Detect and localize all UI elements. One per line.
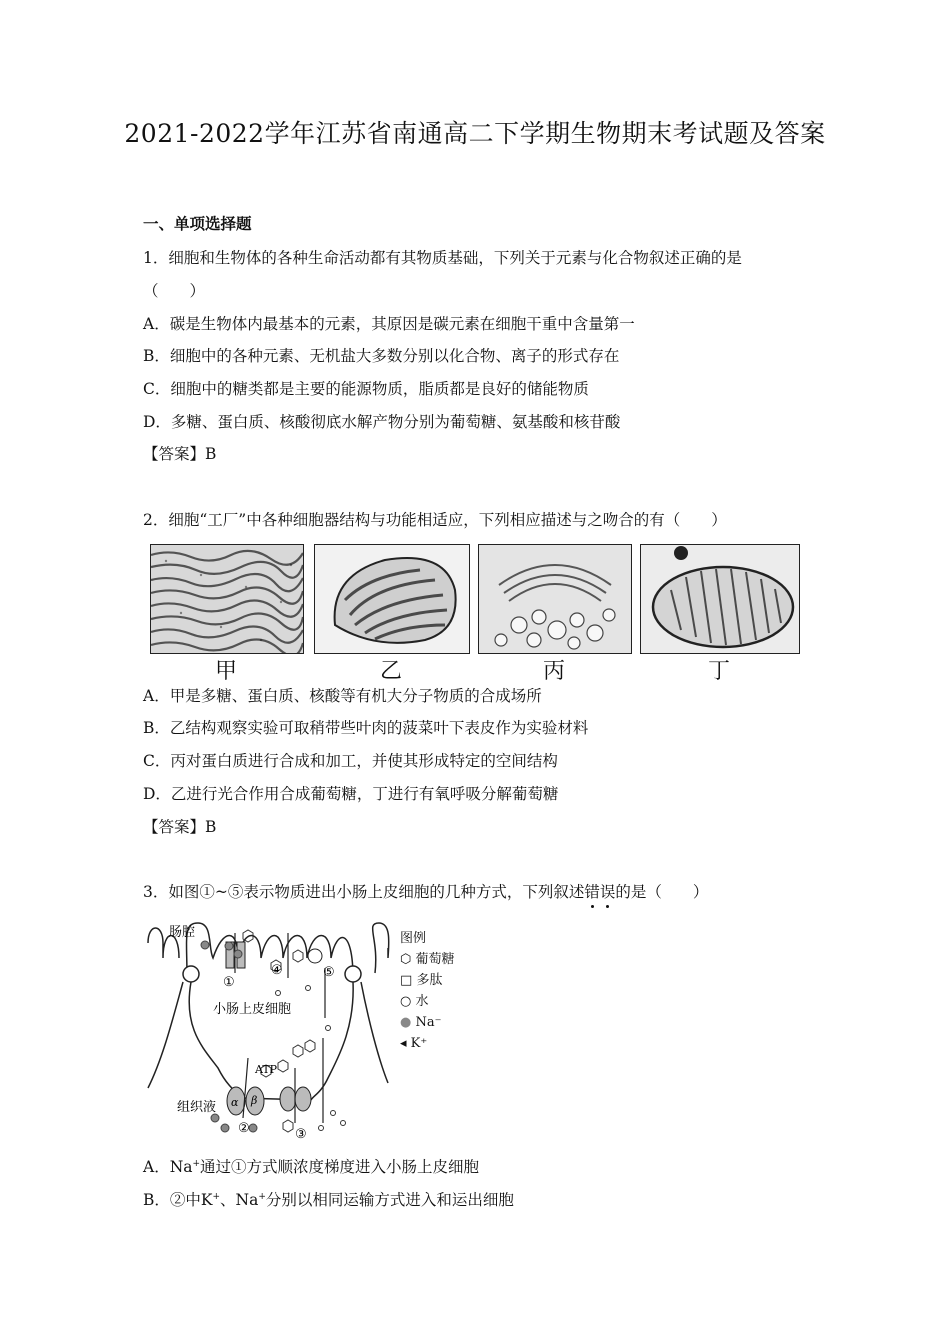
triangle-icon: ◂ <box>400 1036 407 1051</box>
diagram-mark-5: ⑤ <box>323 965 335 980</box>
diagram-mark-1: ① <box>223 975 235 990</box>
micrograph-golgi <box>478 544 632 654</box>
diagram-label-tissue-fluid: 组织液 <box>177 1100 217 1115</box>
q2-option-c: C．丙对蛋白质进行合成和加工，并使其形成特定的空间结构 <box>143 752 558 770</box>
q2-option-d: D．乙进行光合作用合成葡萄糖，丁进行有氧呼吸分解葡萄糖 <box>143 785 559 803</box>
q1-option-a: A．碳是生物体内最基本的元素，其原因是碳元素在细胞干重中含量第一 <box>143 315 635 333</box>
q1-option-c: C．细胞中的糖类都是主要的能源物质，脂质都是良好的储能物质 <box>143 380 589 398</box>
hexagon-icon: ⬡ <box>400 952 412 967</box>
diagram-legend <box>400 928 455 1054</box>
micrograph-er <box>150 544 304 654</box>
diagram-label-alpha: α <box>231 1096 239 1109</box>
q2-stem: 2．细胞“工厂”中各种细胞器结构与功能相适应，下列相应描述与之吻合的有（ ） <box>143 511 727 529</box>
q3-stem-emphasis: 错误 <box>584 883 615 901</box>
small-circle-icon: ○ <box>400 994 412 1009</box>
q2-option-a: A．甲是多糖、蛋白质、核酸等有机大分子物质的合成场所 <box>143 687 542 705</box>
micrograph-mitochondrion <box>640 544 800 654</box>
q1-option-d: D．多糖、蛋白质、核酸彻底水解产物分别为葡萄糖、氨基酸和核苷酸 <box>143 413 621 431</box>
diagram-label-cell: 小肠上皮细胞 <box>213 1002 292 1017</box>
document-title: 2021-2022学年江苏省南通高二下学期生物期末考试题及答案 <box>124 119 826 148</box>
section-heading: 一、单项选择题 <box>143 214 252 233</box>
q2-answer: 【答案】B <box>143 818 217 836</box>
diagram-mark-4: ④ <box>271 963 283 978</box>
q1-option-b: B．细胞中的各种元素、无机盐大多数分别以化合物、离子的形式存在 <box>143 347 620 365</box>
diagram-label-beta: β <box>251 1094 258 1107</box>
q2-option-b: B．乙结构观察实验可取稍带些叶肉的菠菜叶下表皮作为实验材料 <box>143 719 589 737</box>
diagram-label-atp: ATP <box>255 1063 278 1076</box>
square-icon: □ <box>400 973 413 988</box>
legend-title: 图例 <box>400 931 427 946</box>
legend-item-k: ◂ K⁺ <box>400 1036 428 1051</box>
legend-item-na: ● Na⁻ <box>400 1015 442 1030</box>
diagram-mark-2: ② <box>238 1121 250 1136</box>
micrograph-label-bing: 丙 <box>542 659 565 684</box>
legend-item-water: ○ 水 <box>400 994 429 1009</box>
q3-stem <box>143 882 708 902</box>
micrograph-label-yi: 乙 <box>379 659 402 684</box>
filled-circle-icon: ● <box>400 1015 412 1030</box>
q3-stem-before: 3．如图①~⑤表示物质进出小肠上皮细胞的几种方式，下列叙述 <box>143 883 585 901</box>
micrograph-chloroplast <box>314 544 470 654</box>
micrograph-label-jia: 甲 <box>214 659 237 684</box>
micrograph-label-ding: 丁 <box>707 659 730 684</box>
q3-stem-after: 的是（ ） <box>615 883 709 901</box>
diagram-label-lumen: 肠腔 <box>169 925 196 940</box>
legend-item-peptide: □ 多肽 <box>400 973 443 988</box>
organelle-micrographs <box>150 544 800 684</box>
q3-option-b: B．②中K+、Na+分别以相同运输方式进入和运出细胞 <box>143 1191 514 1209</box>
q3-option-a: A．Na+通过①方式顺浓度梯度进入小肠上皮细胞 <box>143 1158 480 1176</box>
q1-answer: 【答案】B <box>143 445 217 463</box>
q1-stem: 1．细胞和生物体的各种生命活动都有其物质基础，下列关于元素与化合物叙述正确的是 <box>143 249 742 267</box>
diagram-mark-3: ③ <box>295 1127 307 1142</box>
q1-paren: （ ） <box>143 282 206 300</box>
legend-item-glucose: ⬡ 葡萄糖 <box>400 952 455 967</box>
